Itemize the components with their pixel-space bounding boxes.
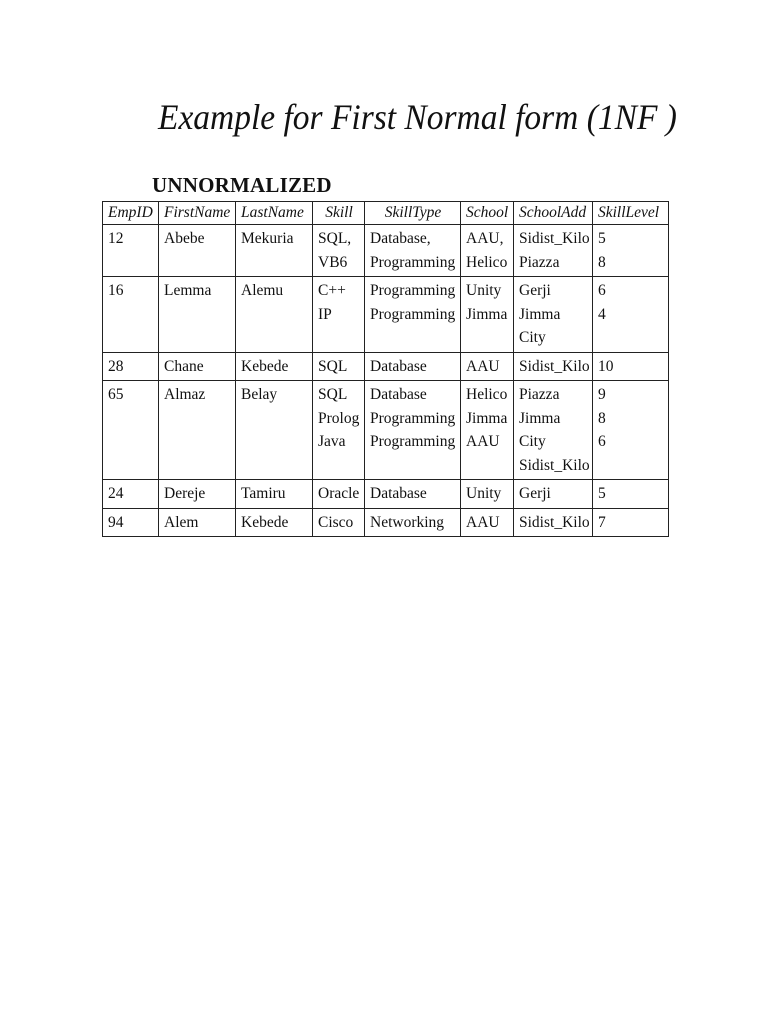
cell-empid: 94 — [103, 508, 159, 537]
cell-skilltype-line: Programming — [370, 433, 456, 450]
employee-table — [102, 201, 669, 537]
cell-skilllevel-line: 6 — [598, 282, 606, 299]
cell-lastname: Kebede — [236, 352, 313, 381]
cell-skilltype-line: Database — [370, 386, 427, 403]
cell-skilltype — [365, 352, 461, 381]
cell-school — [461, 381, 514, 480]
header-skilltype: SkillType — [365, 202, 461, 225]
cell-skill-line: Oracle — [318, 485, 360, 502]
header-school: School — [461, 202, 514, 225]
cell-skilltype — [365, 277, 461, 353]
cell-skill — [313, 352, 365, 381]
cell-school — [461, 225, 514, 277]
cell-school — [461, 480, 514, 509]
cell-skilltype — [365, 480, 461, 509]
cell-skilllevel-line: 9 — [598, 386, 606, 403]
cell-schooladd — [514, 352, 593, 381]
cell-skilllevel-line: 8 — [598, 409, 606, 427]
table-header-row — [103, 202, 669, 225]
header-skill: Skill — [313, 202, 365, 225]
cell-school-line: Unity — [466, 282, 502, 299]
cell-firstname: Abebe — [159, 225, 236, 277]
cell-empid: 65 — [103, 381, 159, 480]
cell-skilltype — [365, 508, 461, 537]
cell-lastname: Tamiru — [236, 480, 313, 509]
cell-schooladd-line: Jimma — [519, 305, 561, 323]
cell-schooladd-line: City — [519, 329, 546, 346]
cell-skill — [313, 480, 365, 509]
cell-skilllevel — [593, 508, 669, 537]
table-body — [103, 225, 669, 537]
cell-skill-line: Java — [318, 433, 346, 450]
cell-school-line: AAU — [466, 513, 500, 531]
cell-schooladd-line: Gerji — [519, 485, 551, 502]
header-schooladd: SchoolAdd — [514, 202, 593, 225]
header-firstname: FirstName — [159, 202, 236, 225]
cell-skill — [313, 277, 365, 353]
cell-firstname: Chane — [159, 352, 236, 381]
cell-school — [461, 508, 514, 537]
cell-school-line: Jimma — [466, 305, 508, 323]
table-row — [103, 277, 669, 353]
cell-lastname: Mekuria — [236, 225, 313, 277]
cell-skilltype-line: Networking — [370, 513, 445, 531]
table-row — [103, 225, 669, 277]
cell-school — [461, 277, 514, 353]
cell-schooladd-line: Piazza — [519, 386, 560, 403]
cell-skill-line: SQL — [318, 386, 348, 403]
cell-skilllevel-line: 10 — [598, 357, 614, 375]
cell-skill — [313, 225, 365, 277]
table-row — [103, 381, 669, 480]
cell-empid: 28 — [103, 352, 159, 381]
cell-school-line: AAU — [466, 357, 500, 375]
cell-skill — [313, 381, 365, 480]
cell-schooladd — [514, 508, 593, 537]
page-title: Example for First Normal form (1NF ) — [158, 97, 677, 137]
cell-skilltype-line: Programming — [370, 253, 456, 271]
cell-school-line: AAU, — [466, 230, 504, 247]
cell-skilltype-line: Programming — [370, 305, 456, 323]
cell-empid: 24 — [103, 480, 159, 509]
cell-schooladd — [514, 480, 593, 509]
cell-school-line: AAU — [466, 433, 500, 450]
cell-skilllevel-line: 5 — [598, 230, 606, 247]
cell-skilllevel — [593, 225, 669, 277]
cell-schooladd — [514, 225, 593, 277]
cell-lastname: Belay — [236, 381, 313, 480]
cell-skilllevel — [593, 480, 669, 509]
cell-school — [461, 352, 514, 381]
cell-firstname: Almaz — [159, 381, 236, 480]
cell-skilllevel-line: 4 — [598, 305, 606, 323]
header-empid: EmpID — [103, 202, 159, 225]
cell-school-line: Unity — [466, 485, 502, 502]
cell-schooladd-line: Sidist_Kilo — [519, 456, 590, 474]
cell-skilllevel-line: 8 — [598, 253, 606, 271]
cell-skill-line: SQL — [318, 357, 348, 375]
cell-firstname: Dereje — [159, 480, 236, 509]
cell-schooladd-line: City — [519, 433, 546, 450]
cell-schooladd — [514, 277, 593, 353]
cell-schooladd-line: Sidist_Kilo — [519, 513, 590, 531]
cell-skill-line: SQL, — [318, 230, 352, 247]
cell-school-line: Helico — [466, 253, 508, 271]
cell-schooladd-line: Piazza — [519, 253, 560, 271]
cell-schooladd-line: Sidist_Kilo — [519, 230, 590, 247]
cell-firstname: Alem — [159, 508, 236, 537]
cell-skilllevel — [593, 381, 669, 480]
cell-schooladd — [514, 381, 593, 480]
cell-skilltype-line: Database, — [370, 230, 431, 247]
cell-skilllevel — [593, 352, 669, 381]
table-row — [103, 352, 669, 381]
cell-skilltype-line: Programming — [370, 282, 456, 299]
cell-skilllevel-line: 6 — [598, 433, 606, 450]
cell-skill-line: C++ — [318, 282, 346, 299]
cell-skill — [313, 508, 365, 537]
cell-skill-line: Cisco — [318, 513, 354, 531]
cell-school-line: Helico — [466, 386, 508, 403]
cell-skilllevel-line: 7 — [598, 513, 606, 531]
cell-skilllevel — [593, 277, 669, 353]
header-skilllevel: SkillLevel — [593, 202, 669, 225]
cell-schooladd-line: Jimma — [519, 409, 561, 427]
section-label: UNNORMALIZED — [152, 173, 332, 197]
table-row — [103, 480, 669, 509]
cell-skilltype-line: Database — [370, 485, 427, 502]
cell-skill-line: IP — [318, 305, 332, 323]
cell-skill-line: Prolog — [318, 409, 360, 427]
cell-lastname: Kebede — [236, 508, 313, 537]
cell-firstname: Lemma — [159, 277, 236, 353]
cell-skill-line: VB6 — [318, 253, 348, 271]
cell-schooladd-line: Gerji — [519, 282, 551, 299]
cell-skilltype — [365, 225, 461, 277]
header-lastname: LastName — [236, 202, 313, 225]
cell-school-line: Jimma — [466, 409, 508, 427]
cell-skilltype — [365, 381, 461, 480]
cell-skilltype-line: Programming — [370, 409, 456, 427]
cell-empid: 16 — [103, 277, 159, 353]
cell-lastname: Alemu — [236, 277, 313, 353]
table-row — [103, 508, 669, 537]
cell-schooladd-line: Sidist_Kilo — [519, 357, 590, 375]
cell-skilltype-line: Database — [370, 357, 427, 375]
cell-empid: 12 — [103, 225, 159, 277]
cell-skilllevel-line: 5 — [598, 485, 606, 502]
